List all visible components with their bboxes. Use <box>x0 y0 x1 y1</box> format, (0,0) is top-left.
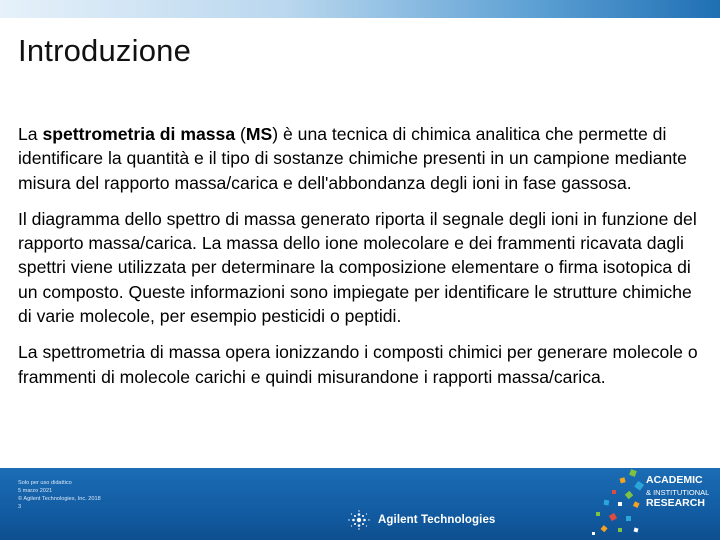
top-gradient-bar <box>0 0 720 18</box>
decorative-dots-icon <box>590 468 650 540</box>
paragraph-text: ) è una tecnica di chimica analitica che permette di identificare la quantità e il tipo di sostanze chimiche presenti in un campione mediante misura del rapporto massa/carica e dell'abbondanza degli ioni in fase gassosa. <box>18 124 687 193</box>
paragraph-ionization: La spettrometria di massa opera ionizzando i composti chimici per generare molecole o frammenti di molecole carichi e quindi misurandone i rapporti massa/carica. <box>18 342 698 387</box>
footer-note-date: 5 marzo 2021 <box>18 488 53 494</box>
agilent-brand-name: Agilent Technologies <box>378 514 496 526</box>
badge-line-academic: ACADEMIC <box>646 474 703 486</box>
footer-notes <box>18 479 101 511</box>
paragraph-spectrum: Il diagramma dello spettro di massa generato riporta il segnale degli ioni in funzione del rapporto massa/carica. La massa dello ione molecolare e dei frammenti ricavata dagli spettri viene utilizzata per determinare la composizione elementare o firma isotopica di un composto. Queste informazioni sono impiegate per identificare le strutture chimiche di varie molecole, per esempio pesticidi o peptidi. <box>18 208 697 327</box>
footer-bar <box>0 468 720 540</box>
paragraph-text: La <box>18 124 43 144</box>
footer-note-page-number: 3 <box>18 504 22 510</box>
bold-term: spettrometria di massa <box>42 124 236 144</box>
bold-abbreviation: MS <box>245 124 273 144</box>
paragraph-text: ( <box>235 124 246 144</box>
footer-note-usage: Solo per uso didattico <box>18 480 72 486</box>
paragraph-definition <box>18 122 708 195</box>
agilent-spark-icon <box>346 510 372 530</box>
slide-title: Introduzione <box>18 33 192 68</box>
badge-line-research: RESEARCH <box>646 497 705 509</box>
footer-note-copyright: © Agilent Technologies, Inc. 2018 <box>18 496 101 502</box>
badge-line-institutional: & INSTITUTIONAL <box>646 487 710 497</box>
agilent-logo <box>346 510 495 530</box>
slide-body <box>18 122 708 401</box>
academic-research-badge <box>646 475 716 510</box>
